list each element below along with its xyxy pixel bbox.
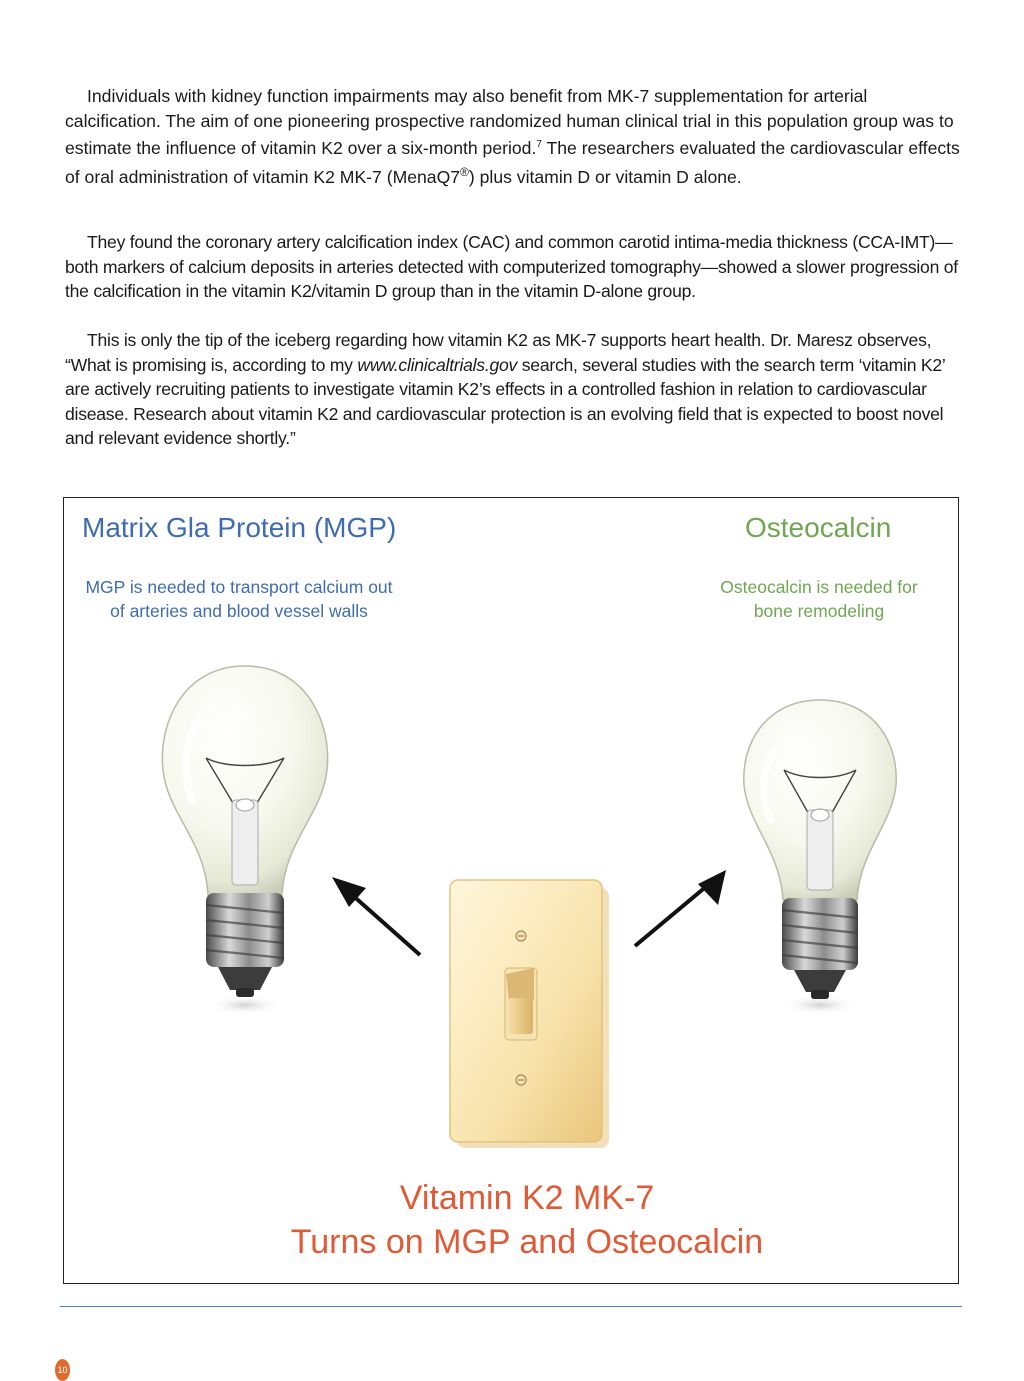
footnote-marker: 7	[536, 139, 542, 150]
paragraph-text: search, several studies with the search term ‘vitamin K2’ are actively recruiting patients to investigate vitamin K2’s effects in a controlled fashion in relation to cardiovascular disease. Research about vitamin K2 and cardiovascular protection is an evolving field that is expected to boost novel and relevant evidence shortly.”	[65, 354, 945, 448]
clinicaltrials-link[interactable]: www.clinicaltrials.gov	[357, 354, 518, 375]
paragraph-text: Individuals with kidney function impairments may also benefit from MK-7 supplementation for arterial calcification. The aim of one pioneering prospective randomized human clinical trial in this population group was to estimate the influence of vitamin K2 over a six-month period.	[65, 86, 954, 158]
mgp-title: Matrix Gla Protein (MGP)	[82, 512, 397, 543]
paragraph-text: The researchers evaluated the cardiovascular effects of oral administration of vitamin K2 MK-7 (MenaQ7	[65, 137, 960, 188]
caption-line: Turns on MGP and Osteocalcin	[290, 1223, 764, 1261]
paragraph-text: They found the coronary artery calcification index (CAC) and common carotid intima-media thickness (CCA-IMT)—both markers of calcium deposits in arteries detected with computerized tomography—showed a slower progression of the calcification in the vitamin K2/vitamin D group than in the vitamin D-alone group.	[65, 232, 958, 301]
light-switch-icon	[450, 880, 609, 1148]
registered-mark: ®	[460, 165, 469, 180]
caption-line: Vitamin K2 MK-7	[399, 1179, 655, 1217]
paragraph-text: This is only the tip of the iceberg regarding how vitamin K2 as MK-7 supports heart health. Dr. Maresz observes, “What is promising is, according to my	[65, 330, 932, 375]
mgp-description: MGP is needed to transport calcium out of arteries and blood vessel walls	[85, 577, 393, 621]
light-bulb-icon	[162, 666, 327, 1015]
page-number-badge: 10	[55, 1359, 70, 1381]
footer-rule	[60, 1306, 962, 1307]
light-bulb-icon	[744, 700, 896, 1015]
paragraph-text: ) plus vitamin D or vitamin D alone.	[468, 167, 742, 188]
osteocalcin-title: Osteocalcin	[745, 512, 892, 543]
arrow-icon	[332, 877, 420, 955]
arrow-icon	[635, 870, 726, 946]
figure-caption	[262, 1176, 792, 1264]
osteocalcin-description: Osteocalcin is needed for bone remodeling	[720, 577, 918, 621]
